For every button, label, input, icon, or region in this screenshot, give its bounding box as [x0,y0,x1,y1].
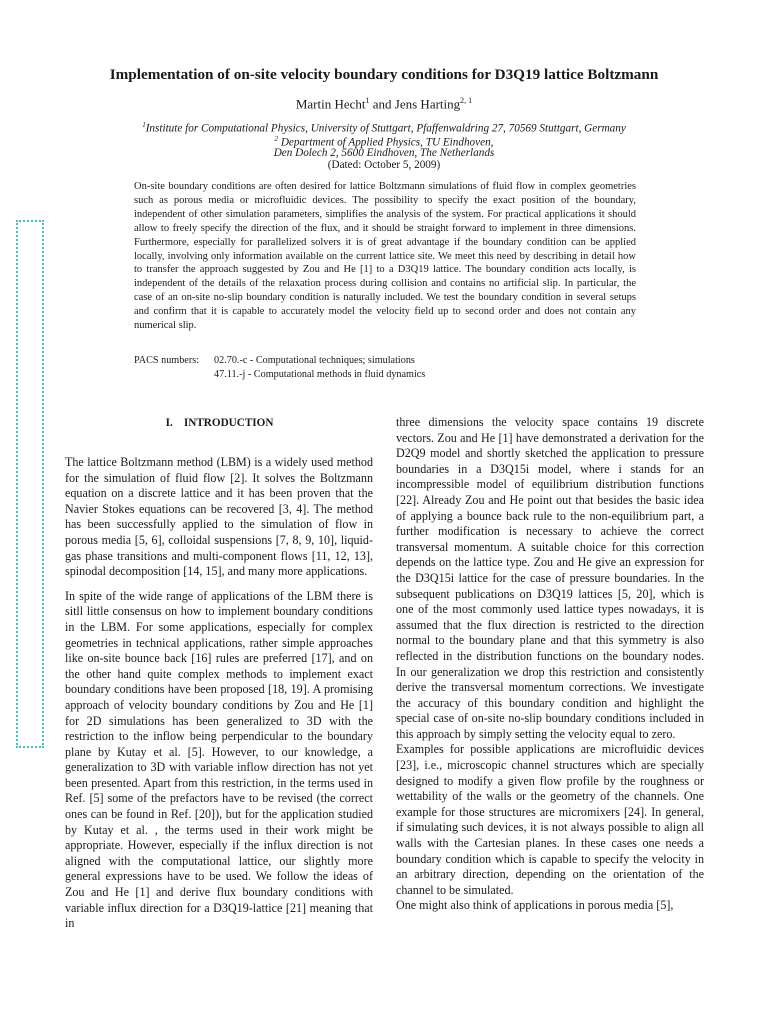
section-heading [66,417,373,429]
affiliation-marker: 1 [365,96,370,105]
affiliation-line: Den Dolech 2, 5600 Eindhoven, The Netherlands [273,147,495,159]
paper-title: Implementation of on-site velocity boundary conditions for D3Q19 lattice Boltzmann [109,66,659,83]
body-paragraph: In spite of the wide range of applications of the LBM there is sitll little consensus on how to implement boundary conditions in the LBM. For some applications, especially for complex geometries in technical applications, rather simple approaches like on-site bounce back [16] rules are preferred [17], and on the other hand quite complex methods to implement exact boundary conditions have been proposed [18, 19]. A promising approach of velocity boundary conditions by Zou and He [1] for 2D simulations has been generalized to 3D with the restriction to the inflow being perpendicular to the boundary plane by Kutay et al. [5]. However, to our knowledge, a generalization to 3D with variable inflow direction has not yet been presented. Apart from this restriction, in the terms used in Ref. [5] some of the prefactors have to be revised (the correct ones can be found in Ref. [20]), but for the application studied by Kutay et al. , the terms used in their work might be appropriate. However, especially if the influx direction is not aligned with the computational lattice, our slightly more general expressions have to be used. We follow the ideas of Zou and He [1] and derive flux boundary conditions with variable influx direction for a D3Q19-lattice [21] meaning that in [65,588,373,931]
right-column [396,415,704,914]
affiliation-marker: 1 [142,121,146,129]
author-list [0,96,768,112]
section-number: I. [165,417,173,429]
arxiv-identifier-stamp [16,220,44,748]
affiliation-text: Department of Applied Physics, TU Eindhoven, [278,136,494,149]
section-title-text: INTRODUCTION [183,417,274,429]
date-line: (Dated: October 5, 2009) [327,159,441,171]
body-paragraph: Examples for possible applications are microfluidic devices [23], i.e., microscopic channel structures which are specially designed to modify a given flow profile by the roughness or wettability of the walls or the geometry of the channels. One example for those structures are micromixers [24]. In general, if simulating such devices, it is not always possible to align all walls with the Cartesian planes. In these cases one needs a boundary condition which is capable to specify the velocity in an arbitrary direction, depending on the orientation of the channel to be simulated. [396,742,704,897]
author-name: Jens Harting [394,96,461,112]
pacs-entry: 47.11.-j - Computational methods in fluid dynamics [214,368,426,380]
pacs-entry: 02.70.-c - Computational techniques; simulations [214,355,415,366]
abstract: On-site boundary conditions are often desired for lattice Boltzmann simulations of fluid flow in complex geometries such as porous media or microfluidic devices. The possibility to specify the exact position of the boundary, independent of other simulation parameters, simplifies the analysis of the system. For practical applications it should allow to freely specify the direction of the flux, and it should be straight forward to implement in three dimensions. Furthermore, especially for parallelized solvers it is of great advantage if the boundary condition can be applied locally, involving only information available on the current lattice site. We meet this need by describing in detail how to transfer the approach suggested by Zou and He [1] to a D3Q19 lattice. The boundary condition acts locally, is independent of the details of the relaxation process during collision and contains no artificial slip. In particular, the case of an on-site no-slip boundary condition is naturally included. We test the boundary condition in several setups and confirm that it is capable to accurately model the velocity field up to second order and does not contain any numerical slip. [134,181,636,332]
body-paragraph: One might also think of applications in porous media [5], [396,898,674,913]
affiliation-marker: 2, 1 [460,96,473,105]
pacs-label: PACS numbers: [134,355,200,366]
author-name: Martin Hecht [295,96,366,112]
body-paragraph: The lattice Boltzmann method (LBM) is a widely used method for the simulation of fluid flow [2]. It solves the Boltzmann equation on a discrete lattice and it has been proven that the Navier Stokes equations can be recovered [3, 4]. The method has been successfully applied to the simulation of flow in porous media [5, 6], colloidal suspensions [7, 8, 9, 10], liquid-gas phase transitions and multi-component flows [11, 12, 13], spinodal decomposition [14, 15], and many more applications. [65,455,373,579]
left-column [65,455,373,932]
affiliation-text: Institute for Computational Physics, University of Stuttgart, Pfaffenwaldring 27, 70569 Stuttgart, Germany [145,122,626,135]
author-separator: and [369,96,395,112]
body-paragraph: three dimensions the velocity space contains 19 discrete vectors. Zou and He [1] have demonstrated a derivation for the D2Q9 model and shortly sketched the application to pressure boundaries in a D3Q15i model, where i stands for an incompressible model of equilibrium distribution functions [22]. Already Zou and He point out that besides the basic idea of applying a bounce back rule to the non-equilibrium part, a further modification is necessary to achieve the correct transversal momentum. A suitable choice for this correction depends on the lattice type. Zou and He give an expression for the D3Q15i lattice for the case of pressure boundaries. In the subsequent publications on D3Q19 lattices [5, 20], which is one of the most commonly used lattice types nowadays, it is assumed that the flux direction is restricted to the direction normal to the boundary plane and that this symmetry is also reflected in the distribution functions on the boundary nodes. In our generalization we drop this restriction and consistently derive the transversal momentum corrections. We investigate the accuracy of this boundary condition and highlight the special case of on-site no-slip boundary conditions included in this approach by simply setting the velocity equal to zero. [396,415,704,741]
affiliation-marker: 2 [274,135,279,143]
pacs-values [214,354,425,381]
